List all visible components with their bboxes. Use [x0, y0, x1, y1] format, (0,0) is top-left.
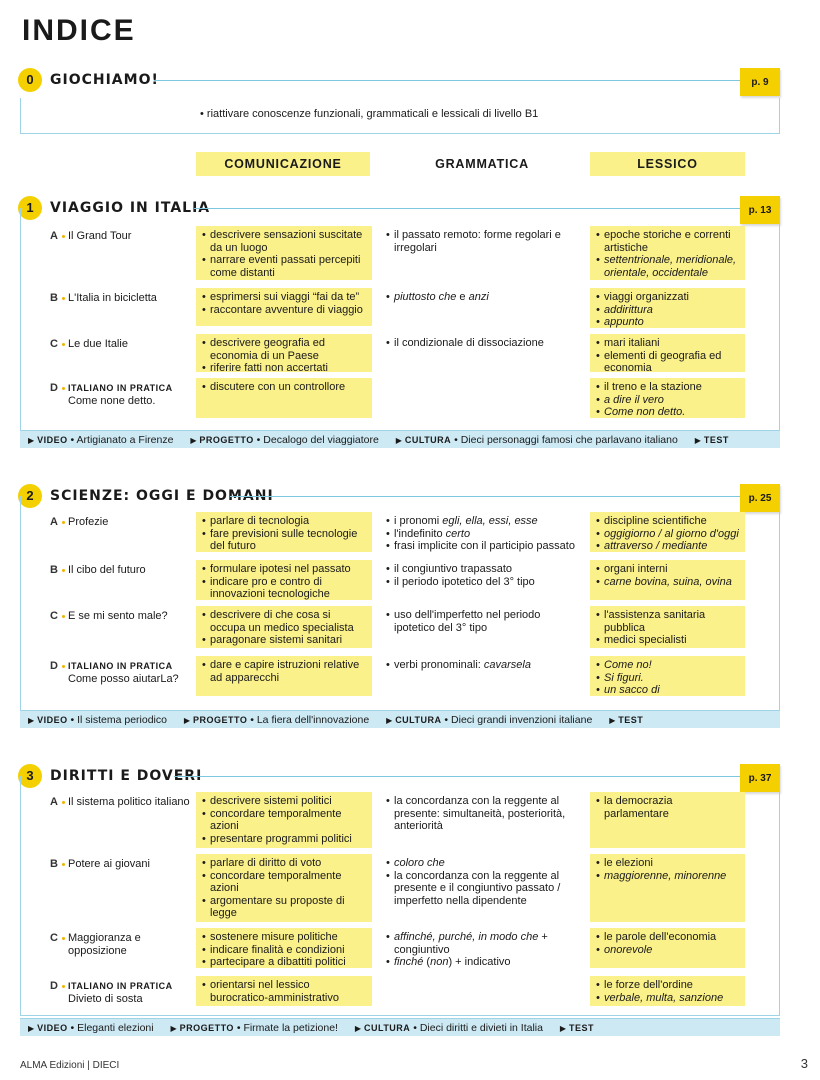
unit-title: GIOCHIAMO! [50, 72, 159, 88]
comunicazione-cell: • descrivere di che cosa si occupa un medico specialista • paragonare sistemi sanitari [196, 606, 372, 648]
unit-number: 3 [18, 764, 42, 788]
row-title[interactable]: ITALIANO IN PRATICA Divieto di sosta [68, 981, 173, 1005]
video-link[interactable]: Il sistema periodico [77, 714, 167, 726]
comunicazione-cell: • parlare di tecnologia • fare previsioni sulle tecnologie del futuro [196, 512, 372, 552]
lessico-cell: • la democrazia parlamentare [590, 792, 745, 848]
column-header-lessico: LESSICO [590, 152, 745, 176]
unit-0-header [14, 68, 780, 96]
grammatica-cell: • uso dell'imperfetto nel periodo ipotetico del 3° tipo [380, 606, 584, 637]
grammatica-cell: • coloro che • la concordanza con la reggente al presente e il congiuntivo passato / imperfetto nella dipendente [380, 854, 584, 910]
comunicazione-cell: • dare e capire istruzioni relative ad apparecchi [196, 656, 372, 696]
grammatica-cell: • affinché, purché, in modo che + congiuntivo • finché (non) + indicativo [380, 928, 584, 972]
row-letter: D [50, 660, 58, 672]
row-letter: C [50, 932, 58, 944]
cultura-link[interactable]: Dieci diritti e divieti in Italia [419, 1022, 543, 1034]
lessico-cell: • le elezioni • maggiorenne, minorenne [590, 854, 745, 922]
page-title: INDICE [22, 14, 136, 47]
row-title[interactable]: L'Italia in bicicletta [68, 292, 157, 304]
comunicazione-cell: • descrivere sistemi politici • concordare temporalmente azioni • presentare programmi politici [196, 792, 372, 848]
row-title[interactable]: E se mi sento male? [68, 610, 168, 622]
unit-number: 2 [18, 484, 42, 508]
lessico-cell: • le forze dell'ordine • verbale, multa, sanzione [590, 976, 745, 1006]
lessico-cell: • organi interni • carne bovina, suina, ovina [590, 560, 745, 600]
divider [154, 80, 740, 81]
progetto-link[interactable]: Firmate la petizione! [243, 1022, 338, 1034]
comunicazione-cell: • descrivere sensazioni suscitate da un luogo • narrare eventi passati percepiti come distanti [196, 226, 372, 280]
lessico-cell: • epoche storiche e correnti artistiche • settentrionale, meridionale, orientale, occidentale [590, 226, 745, 280]
unit-title: VIAGGIO IN ITALIA [50, 200, 211, 216]
page-tab[interactable]: p. 13 [740, 196, 780, 224]
progetto-link[interactable]: Decalogo del viaggiatore [263, 434, 379, 446]
intro-text: • riattivare conoscenze funzionali, grammaticali e lessicali di livello B1 [200, 108, 539, 120]
grammatica-cell: • i pronomi egli, ella, essi, esse • l'indefinito certo • frasi implicite con il participio passato [380, 512, 584, 556]
lessico-cell: • viaggi organizzati • addirittura • appunto [590, 288, 745, 328]
row-title[interactable]: Potere ai giovani [68, 858, 150, 870]
row-letter: B [50, 564, 58, 576]
test-link[interactable]: TEST [618, 715, 644, 725]
unit-number: 1 [18, 196, 42, 220]
comunicazione-cell: • descrivere geografia ed economia di un Paese • riferire fatti non accertati [196, 334, 372, 372]
row-title[interactable]: Profezie [68, 516, 109, 528]
lessico-cell: • il treno e la stazione • a dire il vero • Come non detto. [590, 378, 745, 418]
test-link[interactable]: TEST [568, 1023, 594, 1033]
unit-1-footer: ▶ VIDEO • Artigianato a Firenze ▶ PROGETTO • Decalogo del viaggiatore ▶ CULTURA • Dieci personaggi famosi che parlavano italiano ▶ TEST [20, 430, 780, 448]
progetto-link[interactable]: La fiera dell'innovazione [256, 714, 370, 726]
unit-number: 0 [18, 68, 42, 92]
grammatica-cell: • il congiuntivo trapassato • il periodo ipotetico del 3° tipo [380, 560, 584, 591]
row-title[interactable]: ITALIANO IN PRATICA Come posso aiutarLa? [68, 661, 179, 685]
row-letter: D [50, 980, 58, 992]
unit-title: SCIENZE: OGGI E DOMANI [50, 488, 274, 504]
row-title[interactable]: Maggioranza e opposizione [68, 932, 141, 957]
row-letter: C [50, 610, 58, 622]
row-letter: D [50, 382, 58, 394]
page-tab[interactable]: p. 25 [740, 484, 780, 512]
grammatica-cell: • il passato remoto: forme regolari e irregolari [380, 226, 584, 257]
unit-2-footer: ▶ VIDEO • Il sistema periodico ▶ PROGETTO • La fiera dell'innovazione ▶ CULTURA • Dieci grandi invenzioni italiane ▶ TEST [20, 710, 780, 728]
row-letter: A [50, 796, 58, 808]
unit-2 [14, 484, 780, 730]
row-title[interactable]: Il cibo del futuro [68, 564, 146, 576]
row-letter: A [50, 516, 58, 528]
cultura-link[interactable]: Dieci grandi invenzioni italiane [451, 714, 593, 726]
grammatica-cell: • piuttosto che e anzi [380, 288, 584, 307]
lessico-cell: • Come no! • Si figuri. • un sacco di [590, 656, 745, 696]
comunicazione-cell: • formulare ipotesi nel passato • indicare pro e contro di innovazioni tecnologiche [196, 560, 372, 600]
comunicazione-cell: • parlare di diritto di voto • concordare temporalmente azioni • argomentare su proposte di legge [196, 854, 372, 922]
page-number: 3 [800, 1056, 808, 1071]
cultura-link[interactable]: Dieci personaggi famosi che parlavano italiano [460, 434, 678, 446]
lessico-cell: • mari italiani • elementi di geografia ed economia [590, 334, 745, 372]
page-tab[interactable]: p. 37 [740, 764, 780, 792]
comunicazione-cell: • sostenere misure politiche • indicare finalità e condizioni • partecipare a dibattiti politici [196, 928, 372, 968]
column-header-comunicazione: COMUNICAZIONE [196, 152, 370, 176]
comunicazione-cell: • discutere con un controllore [196, 378, 372, 418]
grammatica-cell: • verbi pronominali: cavarsela [380, 656, 584, 675]
row-letter: C [50, 338, 58, 350]
grammatica-cell: • il condizionale di dissociazione [380, 334, 584, 353]
unit-1 [14, 196, 780, 452]
row-title[interactable]: Le due Italie [68, 338, 128, 350]
unit-3 [14, 764, 780, 1024]
row-title[interactable]: Il sistema politico italiano [68, 796, 190, 808]
page-tab[interactable]: p. 9 [740, 68, 780, 96]
row-title[interactable]: ITALIANO IN PRATICA Come none detto. [68, 383, 173, 407]
comunicazione-cell: • esprimersi sui viaggi “fai da te” • raccontare avventure di viaggio [196, 288, 372, 326]
grammatica-cell: • la concordanza con la reggente al presente: simultaneità, posteriorità, anteriorità [380, 792, 584, 836]
row-letter: B [50, 858, 58, 870]
unit-3-footer: ▶ VIDEO • Eleganti elezioni ▶ PROGETTO • Firmate la petizione! ▶ CULTURA • Dieci diritti e divieti in Italia ▶ TEST [20, 1018, 780, 1036]
row-letter: A [50, 230, 58, 242]
row-title[interactable]: Il Grand Tour [68, 230, 132, 242]
unit-title: DIRITTI E DOVERI [50, 768, 203, 784]
video-link[interactable]: Eleganti elezioni [77, 1022, 154, 1034]
row-letter: B [50, 292, 58, 304]
publisher-footer: ALMA Edizioni | DIECI [20, 1060, 120, 1071]
lessico-cell: • l'assistenza sanitaria pubblica • medici specialisti [590, 606, 745, 648]
lessico-cell: • discipline scientifiche • oggigiorno / al giorno d'oggi • attraverso / mediante [590, 512, 745, 552]
column-header-grammatica: GRAMMATICA [435, 157, 529, 171]
video-link[interactable]: Artigianato a Firenze [76, 434, 174, 446]
test-link[interactable]: TEST [703, 435, 729, 445]
comunicazione-cell: • orientarsi nel lessico burocratico-amministrativo [196, 976, 372, 1006]
lessico-cell: • le parole dell'economia • onorevole [590, 928, 745, 968]
